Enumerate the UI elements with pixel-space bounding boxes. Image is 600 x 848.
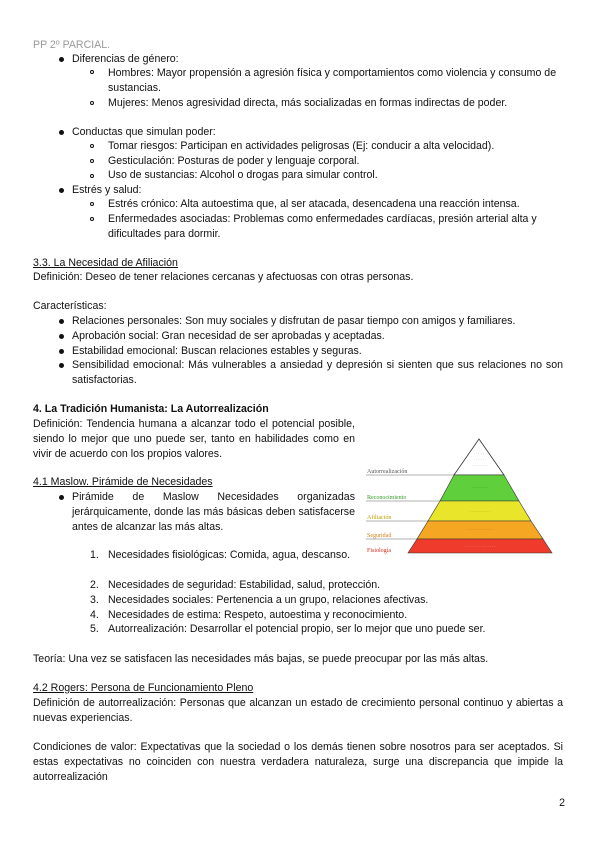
pyramid-label: Seguridad	[367, 533, 392, 539]
affiliation-definition: Definición: Deseo de tener relaciones cercanas y afectuosas con otras personas.	[33, 271, 414, 283]
bullet-circle	[90, 101, 94, 105]
pyramid-label: Autorrealización	[367, 469, 408, 475]
gender-title: Diferencias de género:	[72, 53, 179, 65]
gender-men: Hombres: Mayor propensión a agresión física y comportamientos como violencia y consumo de sustancias.	[108, 67, 557, 94]
affiliation-item: Aprobación social: Gran necesidad de ser aprobadas y aceptadas.	[72, 330, 385, 342]
bullet-dot	[59, 188, 64, 193]
need-number: 1.	[90, 549, 99, 561]
stress-title: Estrés y salud:	[72, 184, 142, 196]
bullet-circle	[90, 174, 94, 178]
need-item: Autorrealización: Desarrollar el potencial propio, ser lo mejor que uno puede ser.	[108, 623, 486, 635]
need-item: Necesidades de seguridad: Estabilidad, salud, protección.	[108, 579, 381, 591]
humanist-heading: 4. La Tradición Humanista: La Autorrealización	[33, 403, 269, 415]
need-item: Necesidades de estima: Respeto, autoestima y reconocimiento.	[108, 609, 408, 621]
svg-text:· · · · · · · · · · · · ·: · · · · · · · · · · · · ·	[467, 528, 493, 532]
rogers-conditions: Condiciones de valor: Expectativas que la sociedad o los demás tienen sobre nosotros para ser aceptados. Si estas expectativas no coinciden con nuestra verdadera naturaleza, surge una discrepancia que impide la autorrealización	[33, 741, 563, 783]
bullet-circle	[90, 144, 94, 148]
stress-item: Estrés crónico: Alta autoestima que, al ser atacada, desencadena una reacción intensa.	[108, 198, 520, 210]
svg-text:· · · · · · · ·: · · · · · · · ·	[472, 486, 488, 490]
need-number: 3.	[90, 594, 99, 606]
svg-text:· · · · · · · · · ·: · · · · · · · · · ·	[470, 510, 490, 514]
affiliation-item: Relaciones personales: Son muy sociales y disfrutan de pasar tiempo con amigos y familiares.	[72, 315, 516, 327]
rogers-definition: Definición de autorrealización: Personas que alcanzan un estado de crecimiento personal continuo y abiertas a nuevas experiencias.	[33, 697, 563, 724]
pyramid-label: Fisiología	[367, 548, 392, 554]
conduct-item: Uso de sustancias: Alcohol o drogas para simular control.	[108, 169, 378, 181]
bullet-dot	[59, 349, 64, 354]
page-header: PP 2º PARCIAL.	[33, 39, 111, 51]
svg-text:· · · · · · · · · · · · · · ·: · · · · · · · · · · · · · · ·	[465, 545, 495, 549]
maslow-theory: Teoría: Una vez se satisfacen las necesidades más bajas, se puede preocupar por las más altas.	[33, 653, 489, 665]
bullet-dot	[59, 130, 64, 135]
affiliation-item: Estabilidad emocional: Buscan relaciones estables y seguras.	[72, 345, 362, 357]
conduct-item: Gesticulación: Posturas de poder y lenguaje corporal.	[108, 155, 360, 167]
maslow-pyramid-figure	[362, 435, 562, 560]
bullet-dot	[59, 334, 64, 339]
bullet-dot	[59, 319, 64, 324]
humanist-definition: Definición: Tendencia humana a alcanzar todo el potencial posible, siendo lo mejor que uno puede ser, tanto en habilidades como en vivir de acuerdo con los propios valores.	[33, 418, 355, 460]
maslow-heading: 4.1 Maslow. Pirámide de Necesidades	[33, 476, 213, 488]
bullet-circle	[90, 159, 94, 163]
bullet-dot	[59, 363, 64, 368]
need-number: 4.	[90, 609, 99, 621]
pyramid-level-self-actualization	[454, 439, 504, 475]
svg-text:· · · · ·: · · · · ·	[476, 452, 484, 456]
need-number: 5.	[90, 623, 99, 635]
affiliation-char-title: Características:	[33, 300, 107, 312]
page-number: 2	[559, 797, 565, 809]
bullet-circle	[90, 70, 94, 74]
bullet-dot	[59, 495, 64, 500]
conduct-title: Conductas que simulan poder:	[72, 126, 216, 138]
gender-women: Mujeres: Menos agresividad directa, más socializadas en formas indirectas de poder.	[108, 97, 508, 109]
need-number: 2.	[90, 579, 99, 591]
bullet-circle	[90, 202, 94, 206]
conduct-item: Tomar riesgos: Participan en actividades peligrosas (Ej: conducir a alta velocidad).	[108, 140, 495, 152]
stress-item: Enfermedades asociadas: Problemas como enfermedades cardíacas, presión arterial alta y dificultades para dormir.	[108, 213, 537, 240]
need-item: Necesidades sociales: Pertenencia a un grupo, relaciones afectivas.	[108, 594, 429, 606]
svg-text:· · · · · · · · ·: · · · · · · · · ·	[472, 464, 488, 468]
rogers-heading: 4.2 Rogers: Persona de Funcionamiento Pleno	[33, 682, 254, 694]
svg-text:· · · · · · ·: · · · · · · ·	[474, 458, 486, 462]
bullet-dot	[59, 57, 64, 62]
affiliation-item: Sensibilidad emocional: Más vulnerables a ansiedad y depresión si sienten que sus relaciones no son satisfactorias.	[72, 359, 563, 386]
pyramid-label: Reconocimiento	[367, 495, 407, 501]
affiliation-heading: 3.3. La Necesidad de Afiliación	[33, 257, 178, 269]
bullet-circle	[90, 217, 94, 221]
pyramid-label: Afiliación	[367, 515, 392, 521]
need-item: Necesidades fisiológicas: Comida, agua, descanso.	[108, 549, 351, 561]
maslow-bullet: Pirámide de Maslow Necesidades organizadas jerárquicamente, donde las más básicas deben satisfacerse antes de alcanzar las más altas.	[72, 491, 355, 533]
